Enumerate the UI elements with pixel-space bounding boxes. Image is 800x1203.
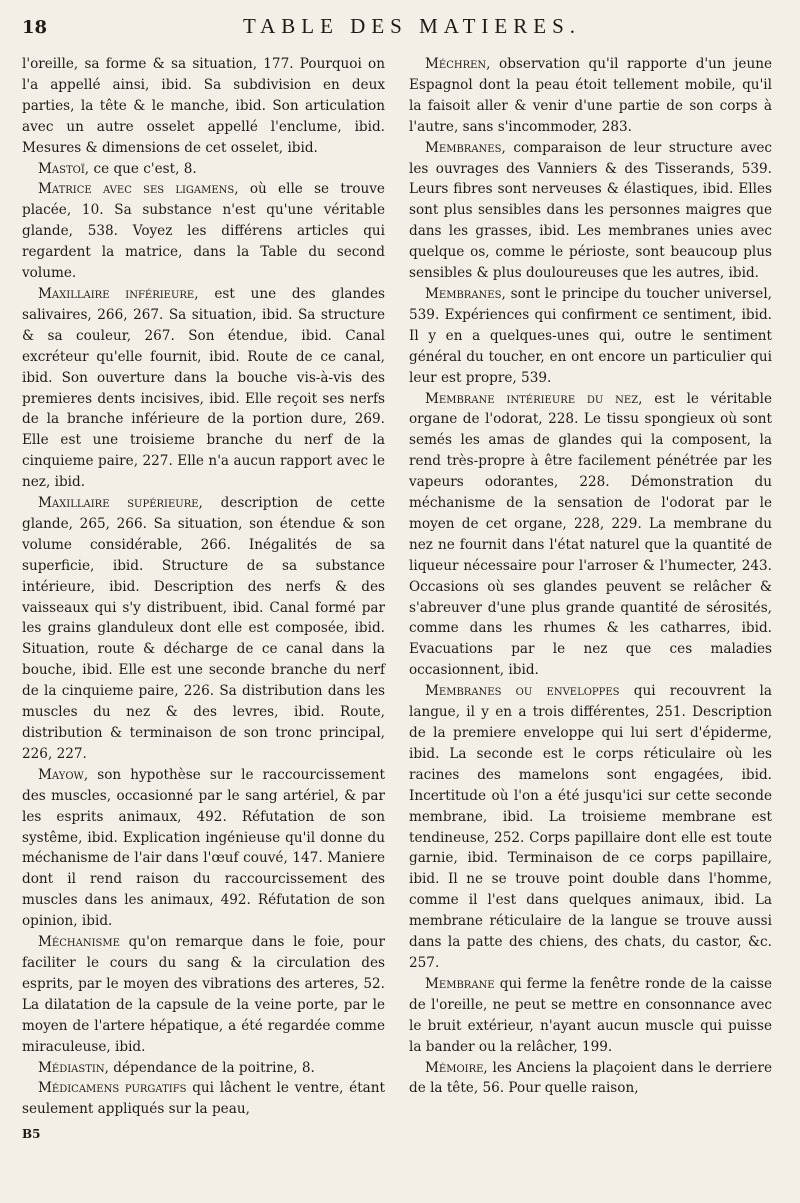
entry-text: ce que c'est, 8. xyxy=(93,160,197,177)
entry-text: son hypothèse sur le raccourcissement des muscles, occasionné par le sang artériel, & par les esprits animaux, 492. Réfutation de son systême, ibid. Explication ingénieuse qu'il donne du méchanisme de l'air dans l'œuf couvé, 147. Maniere dont il rend raison du raccourcissement des muscles dans les animaux, 492. Réfutation de son opinion, ibid. xyxy=(22,766,385,930)
entry-headword: Membranes, xyxy=(425,285,506,302)
index-entry xyxy=(409,138,772,284)
entry-text: description de cette glande, 265, 266. Sa situation, son étendue & son volume considérable, 266. Inégalités de sa superficie, ibid. Structure de sa substance intérieure, ibid. Description des nerfs & des vaisseaux qui s'y distribuent, ibid. Canal formé par les grains glanduleux dont elle est composée, ibid. Situation, route & décharge de ce canal dans la bouche, ibid. Elle est une seconde branche du nerf de la cinquieme paire, 226. Sa distribution dans les muscles du nez & des levres, ibid. Route, distribution & terminaison de son tronc principal, 226, 227. xyxy=(22,495,386,762)
entry-text: qui lâchent le ventre, étant seulement appliqués sur la peau, xyxy=(22,1080,385,1118)
entry-headword: Maxillaire supérieure, xyxy=(38,495,203,512)
entry-headword: Méchanisme xyxy=(38,934,120,951)
entry-headword: Mayow, xyxy=(38,766,89,783)
entry-headword: Membrane intérieure du nez, xyxy=(425,390,643,407)
entry-text: où elle se trouve placée, 10. Sa substance n'est qu'une véritable glande, 538. Voyez les différens articles qui regardent la matrice, dans la Table du second volume. xyxy=(22,181,385,282)
index-entry xyxy=(22,493,385,765)
index-entry xyxy=(22,1058,385,1079)
index-entry xyxy=(409,54,772,138)
signature-mark: B5 xyxy=(22,1127,41,1142)
index-entry xyxy=(409,284,772,389)
page-header xyxy=(22,14,772,54)
entry-text: les Anciens la plaçoient dans le derriere de la tête, 56. Pour quelle raison, xyxy=(409,1059,772,1097)
index-entry xyxy=(409,389,772,682)
entry-headword: Membrane xyxy=(425,975,495,992)
index-entry xyxy=(409,1058,772,1100)
entry-text: est le véritable organe de l'odorat, 228. Le tissu spongieux où sont semés les amas de glandes qui la composent, la rend très-propre à être facilement pénétrée par les vapeurs odorantes, 228. Démonstration du méchanisme de la sensation de l'odorat par le moyen de cet organe, 228, 229. La membrane du nez ne fournit dans l'état naturel que la quantité de liqueur nécessaire pour l'arroser & l'humecter, 243. Occasions où ses glandes peuvent se relâcher & s'abreuver d'une plus grande quantité de sérosités, comme dans les rhumes & les catharres, ibid. Evacuations par le nez que ces maladies occasionnent, ibid. xyxy=(409,390,773,679)
right-column xyxy=(409,54,772,1145)
entry-text: qui recouvrent la langue, il y en a trois différentes, 251. Description de la premiere enveloppe qui lui sert d'épiderme, ibid. La seconde est le corps réticulaire où les racines des mamelons sont engagées, ibid. Incertitude où l'on a été jusqu'ici sur cette seconde membrane, ibid. La troisieme membrane est tendineuse, 252. Corps papillaire dont elle est toute garnie, ibid. Terminaison de ce corps papillaire, ibid. Il ne se trouve point double dans l'homme, comme il l'est dans quelques animaux, ibid. La membrane réticulaire de la langue se trouve aussi dans la patte des chiens, des chats, du castor, &c. 257. xyxy=(409,683,772,971)
entry-headword: Membranes, xyxy=(425,139,506,156)
index-entry xyxy=(22,159,385,180)
index-entry xyxy=(22,179,385,284)
entry-text: l'oreille, sa forme & sa situation, 177. Pourquoi on l'a appellé ainsi, ibid. Sa subdivision en deux parties, la tête & le manche, ibid. Son articulation avec un autre osselet appellé l'enclume, ibid. Mesures & dimensions de cet osselet, ibid. xyxy=(22,56,385,156)
index-entry xyxy=(409,974,772,1058)
left-column xyxy=(22,54,385,1145)
entry-text: observation qu'il rapporte d'un jeune Espagnol dont la peau étoit tellement mobile, qu'il la faisoit aller & venir d'une partie de son corps à l'autre, sans s'incommoder, 283. xyxy=(409,56,772,135)
entry-headword: Médiastin, xyxy=(38,1059,109,1076)
running-title: TABLE DES MATIERES. xyxy=(242,14,582,38)
entry-headword: Mastoï, xyxy=(38,160,90,177)
index-entry xyxy=(22,284,385,493)
index-entry xyxy=(409,681,772,974)
entry-text: sont le principe du toucher universel, 539. Expériences qui confirment ce sentiment, ibid. Il y en a quelques-unes qui, outre le sentiment général du toucher, en ont encore un particulier qui leur est propre, 539. xyxy=(409,285,772,386)
entry-headword: Médicamens purgatifs xyxy=(38,1080,187,1097)
index-entry xyxy=(22,765,385,932)
entry-headword: Méchren, xyxy=(425,56,491,72)
page-number: 18 xyxy=(22,17,48,38)
entry-text: comparaison de leur structure avec les ouvrages des Vanniers & des Tisserands, 539. Leurs fibres sont nerveuses & élastiques, ibid. Elles sont plus sensibles dans les personnes maigres que dans les grasses, ibid. Les membranes unies avec quelque os, comme le périoste, sont beaucoup plus sensibles & plus douloureuses que les autres, ibid. xyxy=(409,139,772,282)
index-columns xyxy=(22,54,772,1145)
entry-headword: Mémoire, xyxy=(425,1059,488,1076)
entry-text: dépendance de la poitrine, 8. xyxy=(113,1059,315,1076)
entry-text: qu'on remarque dans le foie, pour faciliter le cours du sang & la circulation des esprits, par le moyen des vibrations des arteres, 52. La dilatation de la capsule de la veine porte, par le moyen de l'artere hépatique, a été regardée comme miraculeuse, ibid. xyxy=(22,934,385,1055)
entry-headword: Maxillaire inférieure, xyxy=(38,285,199,302)
entry-text: est une des glandes salivaires, 266, 267. Sa situation, ibid. Sa structure & sa couleur, 267. Son étendue, ibid. Canal excréteur qu'elle fournit, ibid. Route de ce canal, ibid. Son ouverture dans la bouche vis-à-vis des premieres dents incisives, ibid. Elle reçoit ses nerfs de la branche inférieure de la portion dure, 269. Elle est une troisieme branche du nerf de la cinquieme paire, 227. Elle n'a aucun rapport avec le nez, ibid. xyxy=(22,285,386,491)
entry-headword: Matrice avec ses ligamens, xyxy=(38,181,239,198)
entry-text: qui ferme la fenêtre ronde de la caisse de l'oreille, ne peut se mettre en consonnance avec le bruit extérieur, n'ayant aucun muscle qui puisse la bander ou la relâcher, 199. xyxy=(409,975,772,1055)
index-entry xyxy=(22,932,385,1057)
index-entry xyxy=(22,1078,385,1120)
index-entry xyxy=(22,54,385,159)
entry-headword: Membranes ou enveloppes xyxy=(425,683,620,700)
